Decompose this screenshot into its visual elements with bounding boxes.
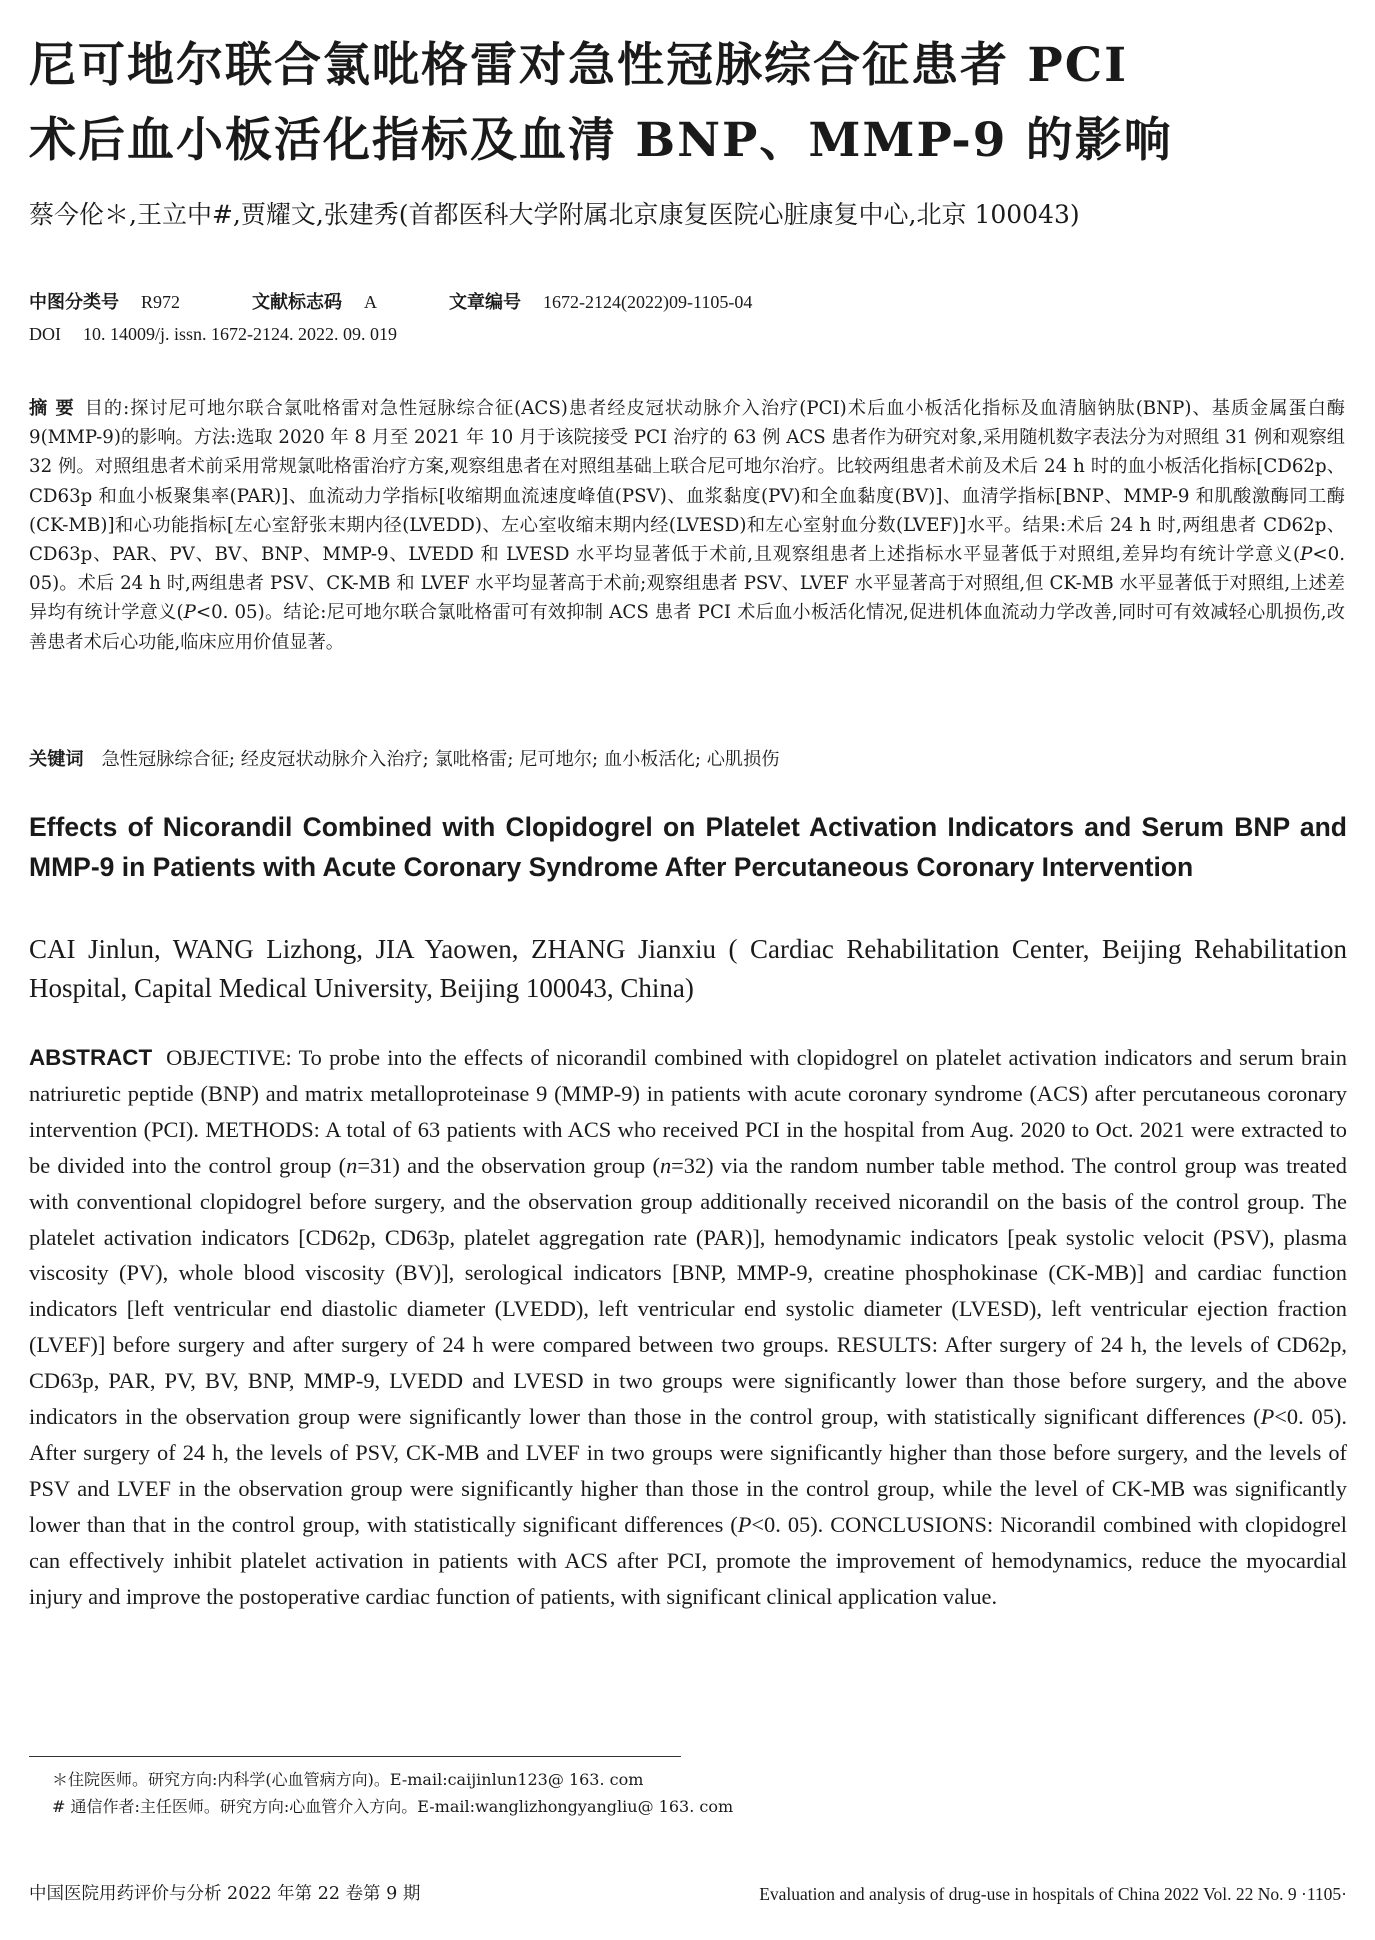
chinese-title-line-2: 术后血小板活化指标及血清 BNP、MMP-9 的影响	[29, 113, 1173, 168]
chinese-keywords-text: 急性冠脉综合征; 经皮冠状动脉介入治疗; 氯吡格雷; 尼可地尔; 血小板活化; 心肌损伤	[101, 749, 780, 770]
article-number-value: 1672-2124(2022)09-1105-04	[543, 292, 753, 312]
clc-label: 中图分类号	[29, 292, 119, 313]
chinese-keywords-label: 关键词	[29, 749, 84, 770]
clc-value: R972	[141, 292, 181, 312]
english-title: Effects of Nicorandil Combined with Clopidogrel on Platelet Activation Indicators and Serum BNP and MMP-9 in Patients with Acute Coronary Syndrome After Percutaneous Coronary Intervention	[29, 812, 1347, 882]
chinese-authors-affiliation: 蔡今伦＊,王立中#,贾耀文,张建秀(首都医科大学附属北京康复医院心脏康复中心,北京 100043)	[29, 200, 1080, 229]
p-symbol: P	[183, 602, 196, 624]
english-abstract-text-3: =32) via the random number table method. The control group was treated with conventional clopidogrel before surgery, and the observation group additionally received nicorandil on the basis of the control group. The platelet activation indicators [CD62p, CD63p, platelet aggregation rate (PAR)], hemodynamic indicators [peak systolic velocit (PSV), plasma viscosity (PV), whole blood viscosity (BV)], serological indicators [BNP, MMP-9, creatine phosphokinase (CK-MB)] and cardiac function indicators [left ventricular end diastolic diameter (LVEDD), left ventricular end systolic diameter (LVESD), left ventricular ejection fraction (LVEF)] before surgery and after surgery of 24 h were compared between two groups. RESULTS: After surgery of 24 h, the levels of CD62p, CD63p, PAR, PV, BV, BNP, MMP-9, LVEDD and LVESD in two groups were significantly lower than those before surgery, and the above indicators in the observation group were significantly lower than those in the control group, with statistically significant differences (	[29, 1152, 1347, 1430]
chinese-abstract-text-1: 目的:探讨尼可地尔联合氯吡格雷对急性冠脉综合征(ACS)患者经皮冠状动脉介入治疗(PCI)术后血小板活化指标及血清脑钠肽(BNP)、基质金属蛋白酶 9(MMP-9)的影响。方法:选取 2020 年 8 月至 2021 年 10 月于该院接受 PCI 治疗的 63 例 ACS 患者作为研究对象,采用随机数字表法分为对照组 31 例和观察组 32 例。对照组患者术前采用常规氯吡格雷治疗方案,观察组患者在对照组基础上联合尼可地尔治疗。比较两组患者术前及术后 24 h 时的血小板活化指标[CD62p、CD63p 和血小板聚集率(PAR)]、血流动力学指标[收缩期血流速度峰值(PSV)、血浆黏度(PV)和全血黏度(BV)]、血清学指标[BNP、MMP-9 和肌酸激酶同工酶(CK-MB)]和心功能指标[左心室舒张末期内径(LVEDD)、左心室收缩末期内经(LVESD)和左心室射血分数(LVEF)]水平。结果:术后 24 h 时,两组患者 CD62p、CD63p、PAR、PV、BV、BNP、MMP-9、LVEDD 和 LVESD 水平均显著低于术前,且观察组患者上述指标水平显著低于对照组,差异均有统计学意义(	[29, 398, 1345, 566]
doi-value: 10. 14009/j. issn. 1672-2124. 2022. 09. 019	[83, 324, 398, 344]
english-abstract-text-2: =31) and the observation group (	[357, 1152, 660, 1178]
english-abstract-text-4: <0. 05). After surgery of 24 h, the levels of PSV, CK-MB and LVEF in two groups were significantly higher than those before surgery, and the levels of PSV and LVEF in the observation group were significantly higher than those in the control group, while the level of CK-MB was significantly lower than that in the control group, with statistically significant differences (	[29, 1404, 1347, 1537]
n-symbol: n	[659, 1152, 672, 1178]
chinese-title	[29, 28, 1349, 178]
page-footer	[29, 1880, 1347, 1908]
doi-label: DOI	[29, 324, 61, 344]
doi-row	[29, 320, 1349, 352]
footnote-divider	[29, 1756, 681, 1757]
article-metadata	[29, 288, 1349, 352]
p-symbol: P	[737, 1511, 752, 1537]
english-abstract-text-1: OBJECTIVE: To probe into the effects of nicorandil combined with clopidogrel on platelet activation indicators and serum brain natriuretic peptide (BNP) and matrix metalloproteinase 9 (MMP-9) in patients with acute coronary syndrome (ACS) after percutaneous coronary intervention (PCI). METHODS: A total of 63 patients with ACS who received PCI in the hospital from Aug. 2020 to Oct. 2021 were extracted to be divided into the control group (	[29, 1045, 1347, 1178]
chinese-abstract-text-3: <0. 05)。结论:尼可地尔联合氯吡格雷可有效抑制 ACS 患者 PCI 术后血小板活化情况,促进机体血流动力学改善,同时可有效减轻心肌损伤,改善患者术后心功能,临床应用价值显著。	[29, 602, 1345, 653]
p-symbol: P	[1260, 1404, 1275, 1430]
article-number-label: 文章编号	[449, 292, 522, 313]
chinese-abstract-text-2: <0. 05)。术后 24 h 时,两组患者 PSV、CK-MB 和 LVEF 水平均显著高于术前;观察组患者 PSV、LVEF 水平显著高于对照组,但 CK-MB 水平显著低于对照组,上述差异均有统计学意义(	[29, 544, 1345, 624]
chinese-abstract	[29, 394, 1345, 657]
n-symbol: n	[346, 1152, 358, 1178]
doc-code-label: 文献标志码	[252, 292, 343, 313]
footer-journal-en: Evaluation and analysis of drug-use in hospitals of China 2022 Vol. 22 No. 9 ·1105·	[759, 1884, 1347, 1904]
doc-code-value: A	[364, 292, 378, 312]
footnotes	[52, 1766, 1332, 1820]
footer-journal-cn: 中国医院用药评价与分析 2022 年第 22 卷第 9 期	[29, 1884, 421, 1904]
classification-row	[29, 288, 1349, 320]
english-abstract-label: ABSTRACT	[29, 1045, 153, 1070]
english-abstract	[29, 1040, 1347, 1615]
footnote-first-author: ＊住院医师。研究方向:内科学(心血管病方向)。E-mail:caijinlun123@ 163. com	[52, 1770, 644, 1789]
chinese-abstract-label: 摘 要	[29, 398, 75, 419]
chinese-title-line-1: 尼可地尔联合氯吡格雷对急性冠脉综合征患者 PCI	[29, 38, 1129, 93]
english-authors-affiliation: CAI Jinlun, WANG Lizhong, JIA Yaowen, ZHANG Jianxiu ( Cardiac Rehabilitation Center, Beijing Rehabilitation Hospital, Capital Medical University, Beijing 100043, China)	[29, 934, 1347, 1003]
footnote-corresponding-author: # 通信作者:主任医师。研究方向:心血管介入方向。E-mail:wanglizhongyangliu@ 163. com	[52, 1797, 734, 1816]
p-symbol: P	[1300, 544, 1313, 566]
english-abstract-text-5: <0. 05). CONCLUSIONS: Nicorandil combined with clopidogrel can effectively inhibit platelet activation in patients with ACS after PCI, promote the improvement of hemodynamics, reduce the myocardial injury and improve the postoperative cardiac function of patients, with significant clinical application value.	[29, 1511, 1347, 1609]
chinese-keywords	[29, 745, 1345, 774]
